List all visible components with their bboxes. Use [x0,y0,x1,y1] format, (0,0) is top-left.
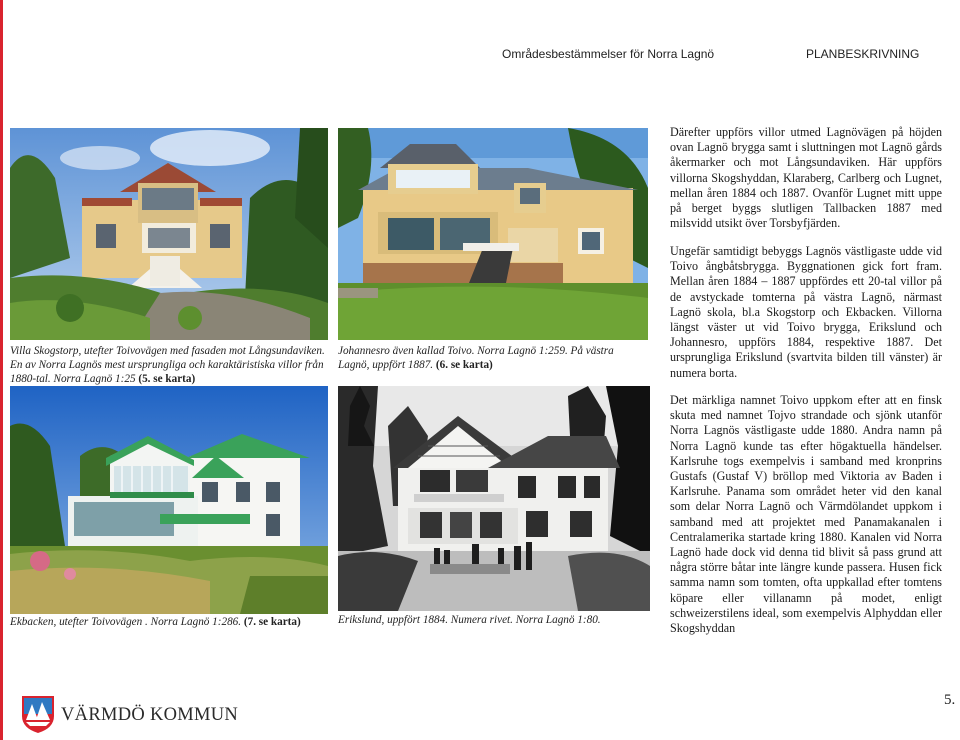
map-reference: (6. se karta) [435,359,493,371]
document-title: Områdesbestämmelser för Norra Lagnö [502,47,715,61]
paragraph-2 [670,244,942,381]
caption-photo-2 [338,344,638,372]
paragraph-text: Det märkliga namnet Toivo uppkom efter att en finsk skuta med namnet Tojvo strandade och sjönk utanför Norra Lagnös västligaste udde 1880. Andra namn på Norra Lagnö kunde tas efter högaktuella händelser. Karlsruhe togs exempelvis i samband med kronprins Gustafs (Gustaf V) bröllop med Viktoria av Baden i Karlsruhe. Panama som området heter vid den kanal som delar Norra Lagnö och Värmdölandet uppkom i samband med att projektet med Panamakanalen i Centralamerika startade kring 1880. Kanalen vid Norra Lagnö hade dock vid denna tid blivit så pass grund att några större båtar inte längre kunde passera. Husen fick samma namn som tomten, ofta uppkallad efter tomtens köpare eller villanamn på modet, enligt schweizerstilens ideal, som exempelvis Alphyddan eller Skogshyddan [670,393,942,636]
caption-text: Johannesro även kallad Toivo. Norra Lagnö 1:259. På västra Lagnö, uppfört 1887. [338,345,614,371]
paragraph-3 [670,393,942,636]
caption-text: Ekbacken, utefter Toivovägen . Norra Lagnö 1:286. [10,616,242,628]
left-red-border [0,0,3,740]
photo-ekbacken [10,386,328,614]
photo-villa-skogstorp [10,128,328,340]
map-reference: (7. se karta) [243,616,301,628]
paragraph-1 [670,125,942,231]
caption-text: Erikslund, uppfört 1884. Numera rivet. Norra Lagnö 1:80. [338,614,601,626]
photo-erikslund [338,386,650,611]
caption-text: Villa Skogstorp, utefter Toivovägen med fasaden mot Långsundaviken. En av Norra Lagnös mest ursprungliga och karaktäristiska villor från 1880-tal. Norra Lagnö 1:25 [10,345,325,385]
caption-photo-4 [338,613,650,627]
varmdo-shield-logo-icon [20,694,56,734]
photo-johannesro [338,128,648,340]
paragraph-text: Därefter uppförs villor utmed Lagnövägen på höjden ovan Lagnö brygga samt i sluttningen mot Lagnö gårds åkermarker och mot Långsundaviken. Här uppförs villorna Skogshyddan, Klaraberg, Carlberg och Lugnet, mellan åren 1884 och 1887. Ovanför Lugnet mitt uppe på berget byggs slutligen Tallbacken 1887 med milsvidd utsikt över Torsbyfjärden. [670,125,942,231]
caption-photo-1 [10,344,328,386]
section-label: PLANBESKRIVNING [806,47,920,61]
paragraph-text: Ungefär samtidigt bebyggs Lagnös västligaste udde vid Toivo ångbåtsbrygga. Byggnationen gick fort fram. Mellan åren 1884 – 1887 uppfördes ett 20-tal villor på de avstyckade tomterna på västra Lagnö, närmast Lagnö skola, bl.a Skogstorp och Ekbacken. Villorna längst väster ut vid Toivo brygga, Erikslund och Johannesro, uppförs 1884, respektive 1887. Det ursprungliga Erikslund (svartvita bilden till vänster) är numera borta. [670,244,942,380]
caption-photo-3 [10,615,328,629]
municipality-name: VÄRMDÖ KOMMUN [61,705,239,725]
page-number: 5. [944,692,956,708]
map-reference: (5. se karta) [138,373,196,385]
